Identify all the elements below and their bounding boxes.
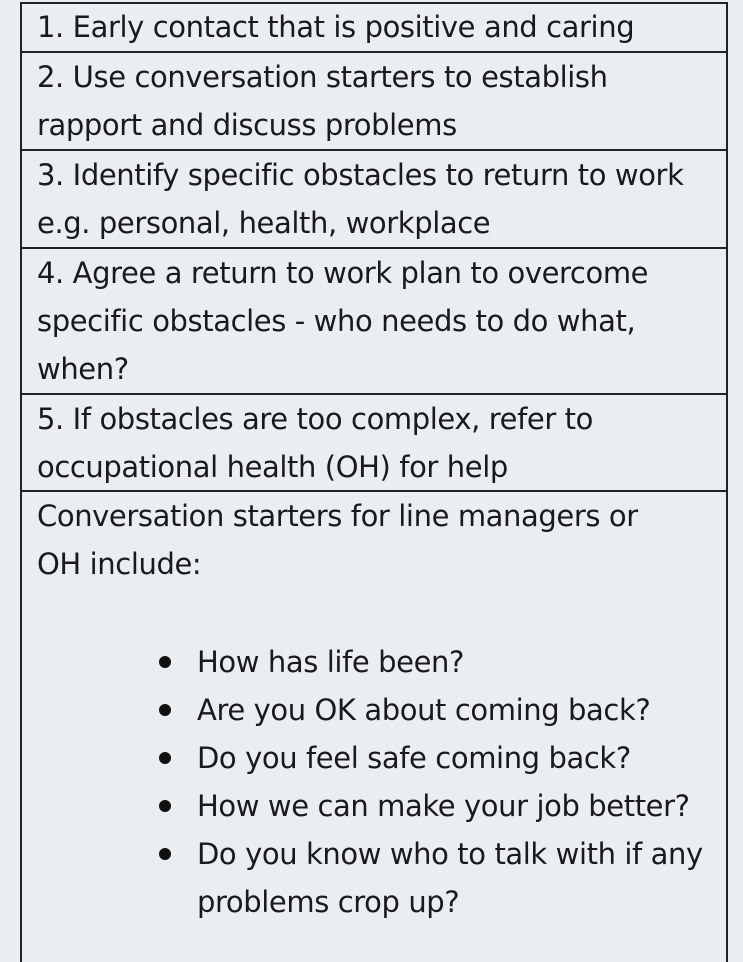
step-text-5: 5. If obstacles are too complex, refer to occupational health (OH) for help: [37, 402, 593, 484]
starter-text-3: Do you feel safe coming back?: [197, 741, 631, 775]
step-text-1: 1. Early contact that is positive and caring: [37, 10, 635, 44]
step-row-5: [22, 395, 726, 492]
bullet-icon: [159, 800, 171, 812]
step-text-2: 2. Use conversation starters to establish rapport and discuss problems: [37, 60, 608, 142]
step-text-3: 3. Identify specific obstacles to return to work e.g. personal, health, workplace: [37, 158, 684, 240]
return-to-work-steps-table: [20, 2, 728, 962]
starter-text-5: Do you know who to talk with if any problems crop up?: [197, 837, 703, 919]
step-row-2: [22, 53, 726, 151]
conversation-starters-row: [22, 492, 726, 926]
list-item: [159, 830, 714, 926]
bullet-icon: [159, 848, 171, 860]
conversation-starters-intro: Conversation starters for line managers or OH include:: [37, 499, 638, 581]
starter-text-2: Are you OK about coming back?: [197, 693, 651, 727]
list-item: [159, 638, 714, 686]
step-text-4: 4. Agree a return to work plan to overcome specific obstacles - who needs to do what, when?: [37, 256, 649, 386]
step-row-4: [22, 249, 726, 395]
starter-text-1: How has life been?: [197, 645, 465, 679]
bullet-icon: [159, 752, 171, 764]
step-row-1: [22, 4, 726, 53]
list-item: [159, 734, 714, 782]
bullet-icon: [159, 656, 171, 668]
list-item: [159, 782, 714, 830]
step-row-3: [22, 151, 726, 249]
conversation-starters-list: [37, 638, 714, 926]
list-item: [159, 686, 714, 734]
bullet-icon: [159, 704, 171, 716]
starter-text-4: How we can make your job better?: [197, 789, 690, 823]
